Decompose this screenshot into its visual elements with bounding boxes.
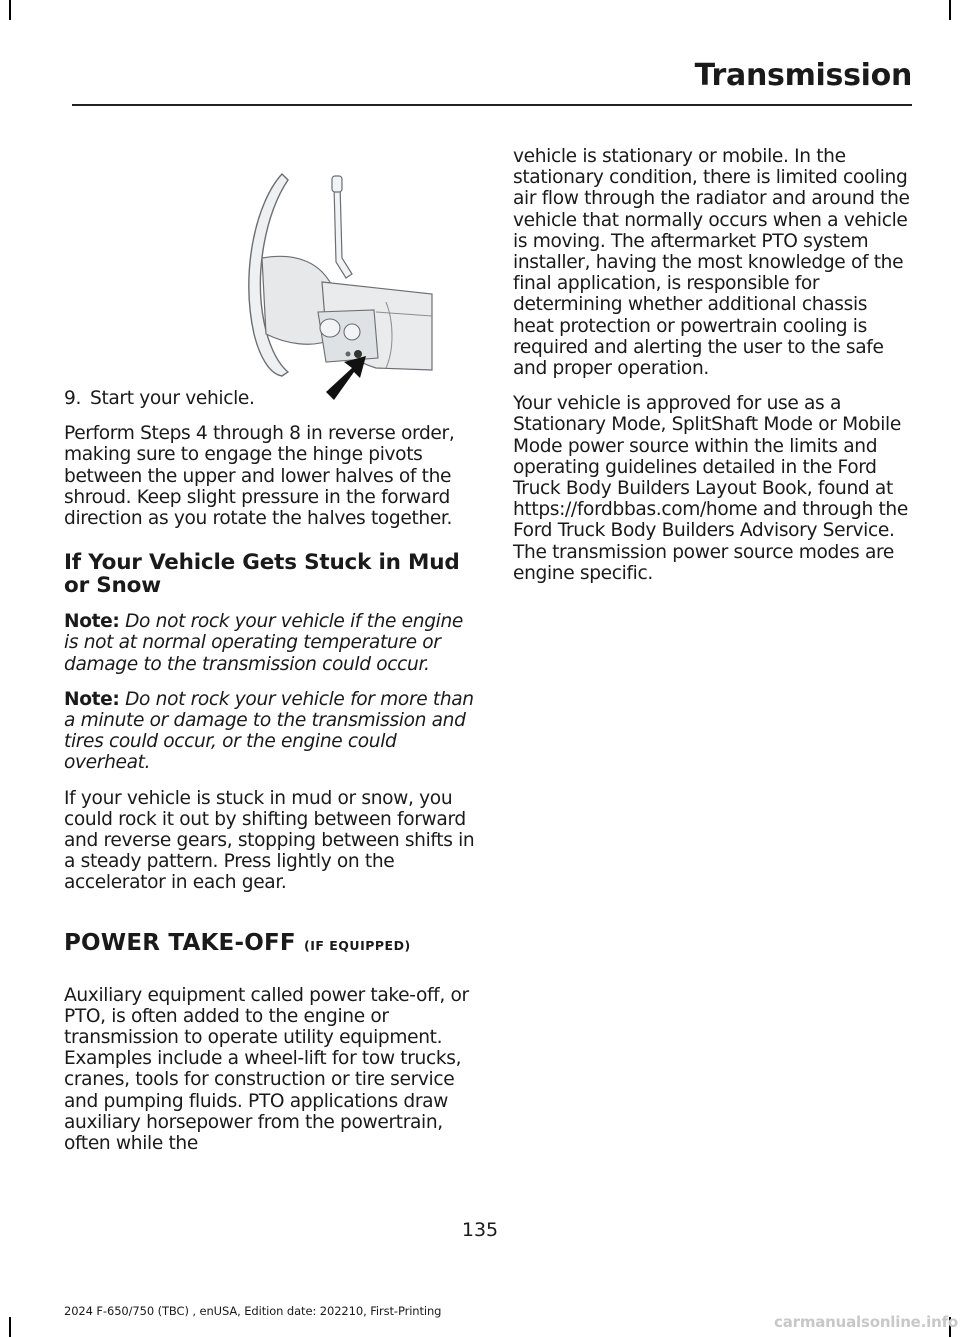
rocking-instructions-paragraph: If your vehicle is stuck in mud or snow, you could rock it out by shifting between forward and reverse gears, stopping between shifts in a steady pattern. Press lightly on the accelerator in each gear. bbox=[64, 787, 475, 894]
pto-modes-paragraph: Your vehicle is approved for use as a Stationary Mode, SplitShaft Mode or Mobile Mode power source within the limits and operating guidelines detailed in the Ford Truck Body Builders Layout Book, found at https://fordbbas.com/home and through the Ford Truck Body Builders Advisory Service. The transmission power source modes are engine specific. bbox=[513, 393, 908, 584]
right-column bbox=[513, 146, 911, 598]
note-text: Do not rock your vehicle if the engine is not at normal operating temperature or damage to the transmission could occur. bbox=[64, 611, 463, 675]
reverse-steps-paragraph: Perform Steps 4 through 8 in reverse order, making sure to engage the hinge pivots between the upper and lower halves of the shroud. Keep slight pressure in the forward direction as you rotate the halves together. bbox=[64, 423, 455, 530]
header-divider bbox=[72, 104, 912, 106]
crop-mark-bottom-left bbox=[9, 1317, 11, 1337]
note-label: Note: bbox=[64, 688, 120, 710]
pto-intro-paragraph: Auxiliary equipment called power take-off, or PTO, is often added to the engine or transmission to operate utility equipment. Examples include a wheel-lift for tow trucks, cranes, tools for construction or tire service and pumping fluids. PTO applications draw auxiliary horsepower from the powertrain, often while the bbox=[64, 984, 469, 1155]
steering-column-drawing bbox=[226, 162, 438, 402]
step-number: 9. bbox=[64, 388, 82, 409]
left-column bbox=[64, 388, 480, 1168]
steering-column-illustration bbox=[226, 162, 438, 402]
step-9 bbox=[64, 388, 480, 409]
stuck-heading: If Your Vehicle Gets Stuck in Mud or Snow bbox=[64, 550, 460, 599]
crop-mark-top-left bbox=[9, 0, 11, 20]
note-rocking-duration bbox=[64, 689, 480, 774]
pto-continuation-paragraph: vehicle is stationary or mobile. In the stationary condition, there is limited cooling air flow through the radiator and around the vehicle that normally occurs when a vehicle is moving. The aftermarket PTO system installer, having the most knowledge of the final application, is responsible for determining whether additional chassis heat protection or powertrain cooling is required and alerting the user to the safe and proper operation. bbox=[513, 146, 910, 380]
page-number: 135 bbox=[461, 1219, 499, 1241]
pto-heading-text: POWER TAKE-OFF bbox=[64, 929, 296, 956]
note-text: Do not rock your vehicle for more than a minute or damage to the transmission and tires could occur, or the engine could overheat. bbox=[64, 688, 474, 774]
page-section-title: Transmission bbox=[694, 58, 912, 93]
footer-edition-text: 2024 F-650/750 (TBC) , enUSA, Edition date: 202210, First-Printing bbox=[64, 1304, 442, 1318]
crop-mark-top-right bbox=[949, 0, 951, 20]
note-engine-temperature bbox=[64, 611, 480, 675]
note-label: Note: bbox=[64, 611, 120, 633]
watermark: carmanualsonline.info bbox=[774, 1313, 958, 1331]
pto-heading bbox=[64, 930, 480, 959]
step-text: Start your vehicle. bbox=[90, 388, 255, 409]
pto-heading-suffix: (IF EQUIPPED) bbox=[304, 937, 411, 953]
